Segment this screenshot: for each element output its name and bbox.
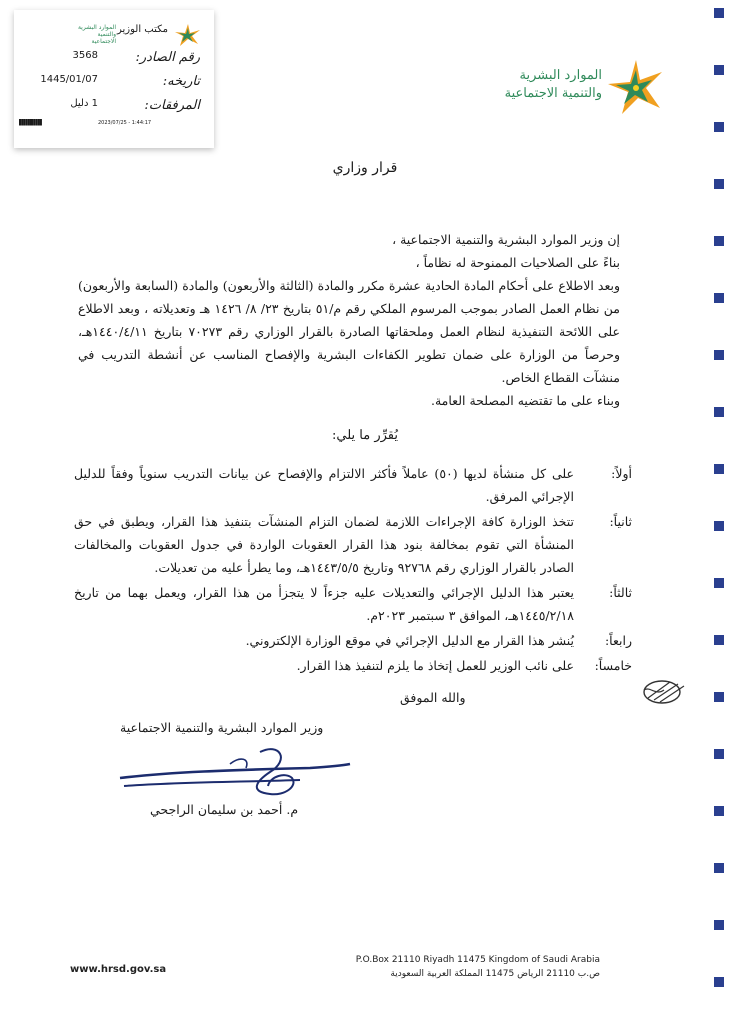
articles-list (74, 462, 632, 679)
attachments-value: 1 دليل (70, 98, 98, 109)
article-label: ثالثاً: (609, 585, 632, 600)
preamble-line: إن وزير الموارد البشرية والتنمية الاجتماعية ، (392, 232, 620, 247)
article-text: على نائب الوزير للعمل إتخاذ ما يلزم لتنفيذ هذا القرار. (296, 658, 574, 673)
article-text: يُنشر هذا القرار مع الدليل الإجرائي في موقع الوزارة الإلكتروني. (245, 633, 574, 648)
issue-no-label: رقم الصادر: (135, 50, 200, 65)
edge-square (714, 179, 724, 189)
article-item (74, 510, 632, 579)
edge-square (714, 8, 724, 18)
office-name: مكتب الوزير (116, 24, 168, 35)
preamble (78, 228, 620, 412)
edge-square (714, 521, 724, 531)
edge-square (714, 977, 724, 987)
article-label: أولاً: (611, 466, 632, 481)
logo-line1: الموارد البشرية (519, 68, 602, 83)
article-text: يعتبر هذا الدليل الإجرائي والتعديلات عليه جزءاً لا يتجزأ من هذا القرار، ويعمل بهما من تاريخ ١٤٤٥/٢/١٨هـ، الموافق ٣ سبتمبر ٢٠٢٣م. (74, 585, 574, 623)
edge-square (714, 464, 724, 474)
footer-address (356, 953, 600, 981)
edge-square (714, 350, 724, 360)
article-item (74, 462, 632, 508)
footer-address-ar: ص.ب 21110 الرياض 11475 المملكة العربية السعودية (390, 969, 600, 979)
initials-mark-icon (640, 676, 690, 708)
preamble-paragraph: وبعد الاطلاع على أحكام المادة الحادية عشرة مكرر والمادة (الثالثة والأربعون) والمادة (السابعة والأربعون) من نظام العمل الصادر بموجب المرسوم الملكي رقم م/٥١ بتاريخ ٢٣/ ٨/ ١٤٢٦ هـ وتعديلاته ، وبعد الاطلاع على اللائحة التنفيذية لنظام العمل وملحقاتها الصادرة بالقرار الوزاري رقم ٧٠٢٧٣ بتاريخ ١٤٤٠/٤/١١هـ، وحرصاً من الوزارة على ضمان تطوير الكفاءات البشرية والإفصاح المناسب عن أنشطة التدريب في منشآت القطاع الخاص. (78, 278, 621, 385)
stamp-timestamp: 2023/07/25 - 1:44:17 (98, 120, 152, 126)
signatory-name: م. أحمد بن سليمان الراجحي (150, 802, 299, 817)
article-text: على كل منشأة لديها (٥٠) عاملاً فأكثر الالتزام والإفصاح عن بيانات التدريب سنوياً وفقاً للدليل الإجرائي المرفق. (74, 466, 574, 504)
edge-square (714, 236, 724, 246)
ministry-logo-icon (604, 58, 668, 118)
closing-text: والله الموفق (400, 690, 466, 705)
attachments-row (70, 98, 200, 113)
issue-stamp (14, 10, 214, 148)
barcode: IIIIIIIIIII (18, 117, 42, 128)
date-label: تاريخه: (162, 74, 200, 89)
edge-square (714, 293, 724, 303)
date-row (40, 74, 200, 89)
edge-square (714, 863, 724, 873)
footer-address-en: P.O.Box 21110 Riyadh 11475 Kingdom of Saudi Arabia (355, 955, 600, 965)
edge-square (714, 635, 724, 645)
article-item (74, 581, 632, 627)
article-item (74, 654, 632, 677)
issue-no-row (72, 50, 200, 65)
decision-heading: يُقرِّر ما يلي: (332, 428, 398, 443)
edge-square (714, 749, 724, 759)
article-item (74, 629, 632, 652)
attachments-label: المرفقات: (144, 98, 200, 113)
article-label: ثانياً: (609, 514, 632, 529)
signatory-title: وزير الموارد البشرية والتنمية الاجتماعية (120, 720, 324, 735)
preamble-line: بناءً على الصلاحيات الممنوحة له نظاماً ، (415, 255, 620, 270)
logo-line2: والتنمية الاجتماعية (504, 86, 602, 101)
article-label: خامساً: (594, 658, 632, 673)
ministry-logo (478, 58, 668, 118)
issue-no-value: 3568 (72, 50, 98, 61)
edge-square (714, 692, 724, 702)
small-logo-icon (174, 22, 202, 48)
document-title: قرار وزاري (332, 160, 398, 176)
edge-square (714, 122, 724, 132)
preamble-line: وبناء على ما تقتضيه المصلحة العامة. (431, 393, 620, 408)
signature-icon (110, 742, 360, 802)
small-logo-text: الموارد البشرية والتنمية الاجتماعية (77, 24, 116, 45)
date-value: 1445/01/07 (40, 74, 98, 85)
article-label: رابعاً: (604, 633, 632, 648)
footer-website[interactable]: www.hrsd.gov.sa (70, 964, 167, 975)
edge-square (714, 920, 724, 930)
edge-square (714, 578, 724, 588)
edge-square (714, 806, 724, 816)
edge-square (714, 65, 724, 75)
article-text: تتخذ الوزارة كافة الإجراءات اللازمة لضمان التزام المنشآت بتنفيذ هذا القرار، ويطبق في حق المنشأة التي تقوم بمخالفة بنود هذا القرار العقوبات الواردة في جدول العقوبات والمخالفات الصادر بالقرار الوزاري رقم ٩٢٧٦٨ وتاريخ ١٤٤٣/٥/٥هـ، وما يطرأ عليه من تعديلات. (74, 514, 574, 575)
edge-square (714, 407, 724, 417)
